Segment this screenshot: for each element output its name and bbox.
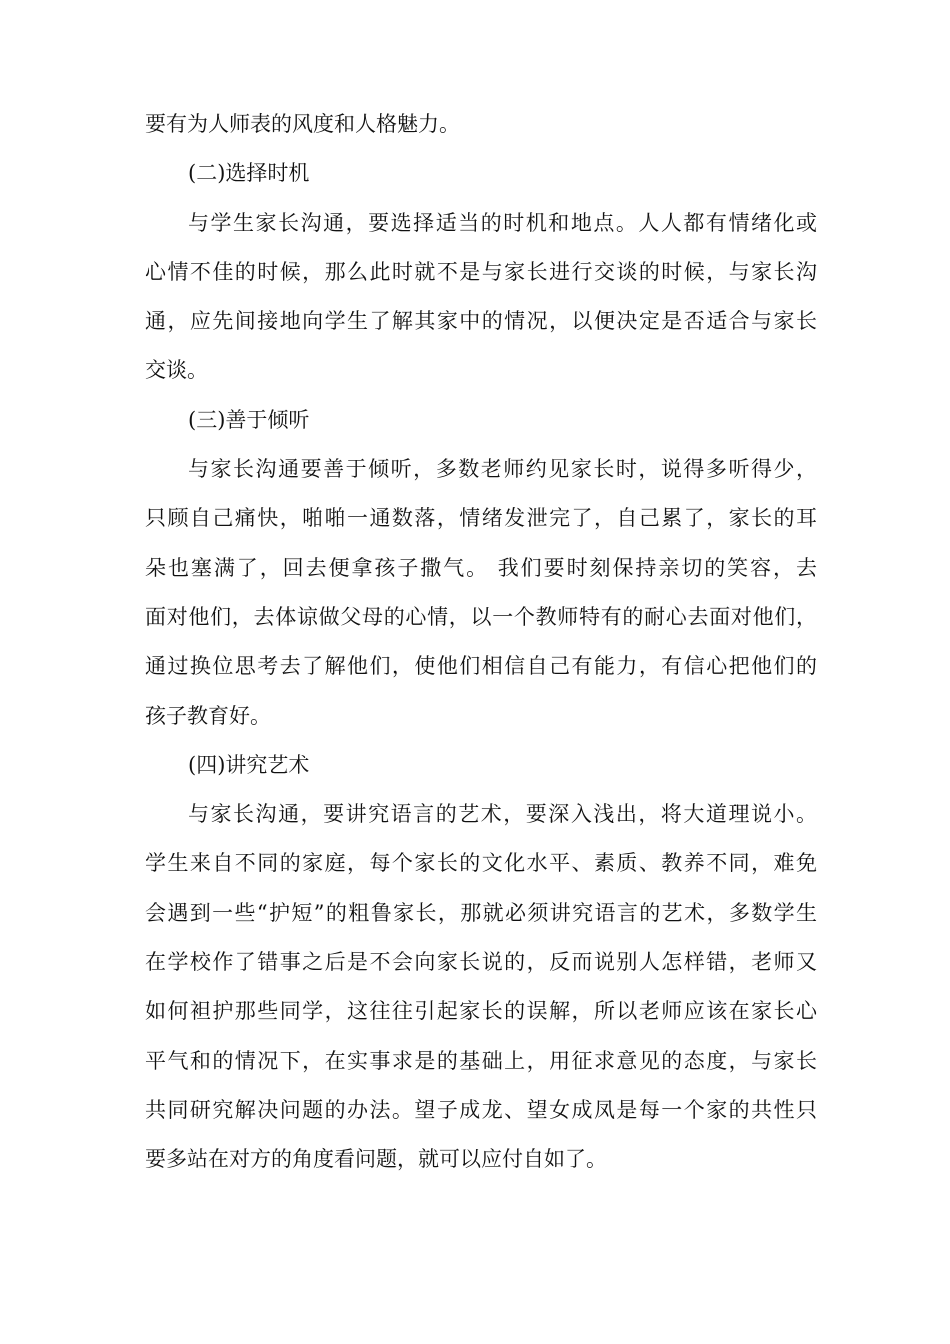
paragraph-line: 共同研究解决问题的办法。望子成龙、望女成凤是每一个家的共性只: [145, 1097, 817, 1122]
section-heading-art: (四)讲究艺术: [188, 752, 310, 777]
paragraph-line: 要有为人师表的风度和人格魅力。: [145, 112, 460, 136]
paragraph-line: 通，应先间接地向学生了解其家中的情况，以便决定是否适合与家长: [145, 309, 817, 334]
section-heading-timing: (二)选择时机: [188, 161, 310, 186]
paragraph-line: 交谈。: [145, 358, 208, 383]
paragraph-line: 通过换位思考去了解他们，使他们相信自己有能力，有信心把他们的: [145, 654, 817, 679]
document-page: [145, 100, 817, 1185]
section-heading-listening: (三)善于倾听: [188, 407, 310, 432]
paragraph-line: 孩子教育好。: [145, 703, 271, 728]
paragraph-line: 心情不佳的时候，那么此时就不是与家长进行交谈的时候，与家长沟: [145, 259, 817, 284]
paragraph-line: 与家长沟通，要讲究语言的艺术，要深入浅出，将大道理说小。: [188, 802, 817, 827]
paragraph-line: 与家长沟通要善于倾听，多数老师约见家长时，说得多听得少，: [188, 457, 817, 482]
paragraph-line: 如何袒护那些同学，这往往引起家长的误解，所以老师应该在家长心: [145, 999, 817, 1024]
paragraph-line: 在学校作了错事之后是不会向家长说的，反而说别人怎样错，老师又: [145, 950, 817, 975]
paragraph-line: 朵也塞满了，回去便拿孩子撒气。 我们要时刻保持亲切的笑容，去: [145, 555, 817, 580]
paragraph-line: 只顾自己痛快，啪啪一通数落，情绪发泄完了，自己累了，家长的耳: [145, 506, 817, 531]
paragraph-line: 会遇到一些“护短”的粗鲁家长，那就必须讲究语言的艺术，多数学生: [145, 900, 817, 925]
paragraph-line: 与学生家长沟通，要选择适当的时机和地点。人人都有情绪化或: [188, 210, 817, 235]
paragraph-line: 面对他们，去体谅做父母的心情，以一个教师特有的耐心去面对他们，: [145, 604, 817, 629]
paragraph-line: 平气和的情况下，在实事求是的基础上，用征求意见的态度，与家长: [145, 1048, 817, 1073]
paragraph-line: 学生来自不同的家庭，每个家长的文化水平、素质、教养不同，难免: [145, 851, 817, 876]
paragraph-line: 要多站在对方的角度看问题，就可以应付自如了。: [145, 1147, 607, 1172]
